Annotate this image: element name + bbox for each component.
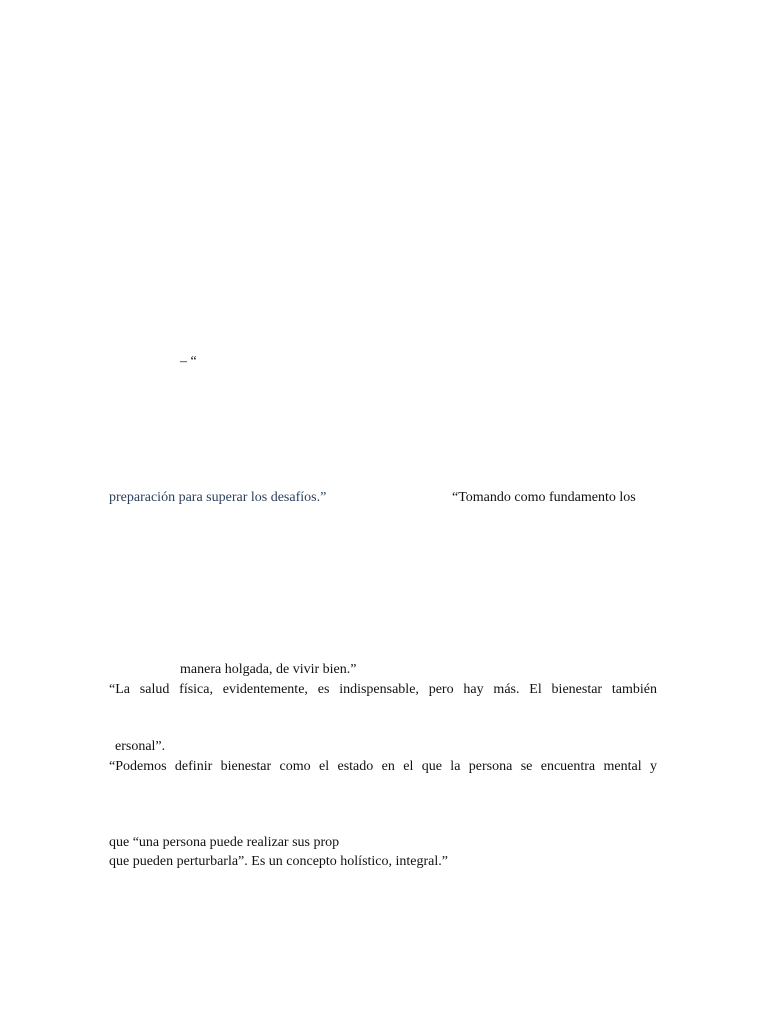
text-line-ersonal: ersonal”. [115,739,166,754]
text-line-que-una: que “una persona puede realizar sus prop [109,835,340,850]
text-line-preparacion: preparación para superar los desafíos.” [109,490,327,505]
text-line-podemos: “Podemos definir bienestar como el estado en el que la persona se encuentra mental y [109,759,657,774]
text-line-salud: “La salud física, evidentemente, es indispensable, pero hay más. El bienestar también [109,682,657,697]
text-line-que-pueden: que pueden perturbarla”. Es un concepto holístico, integral.” [109,854,448,869]
text-line-tomando: “Tomando como fundamento los [452,490,636,505]
text-line-manera: manera holgada, de vivir bien.” [180,662,357,677]
dash-quote-fragment: – “ [180,354,197,369]
